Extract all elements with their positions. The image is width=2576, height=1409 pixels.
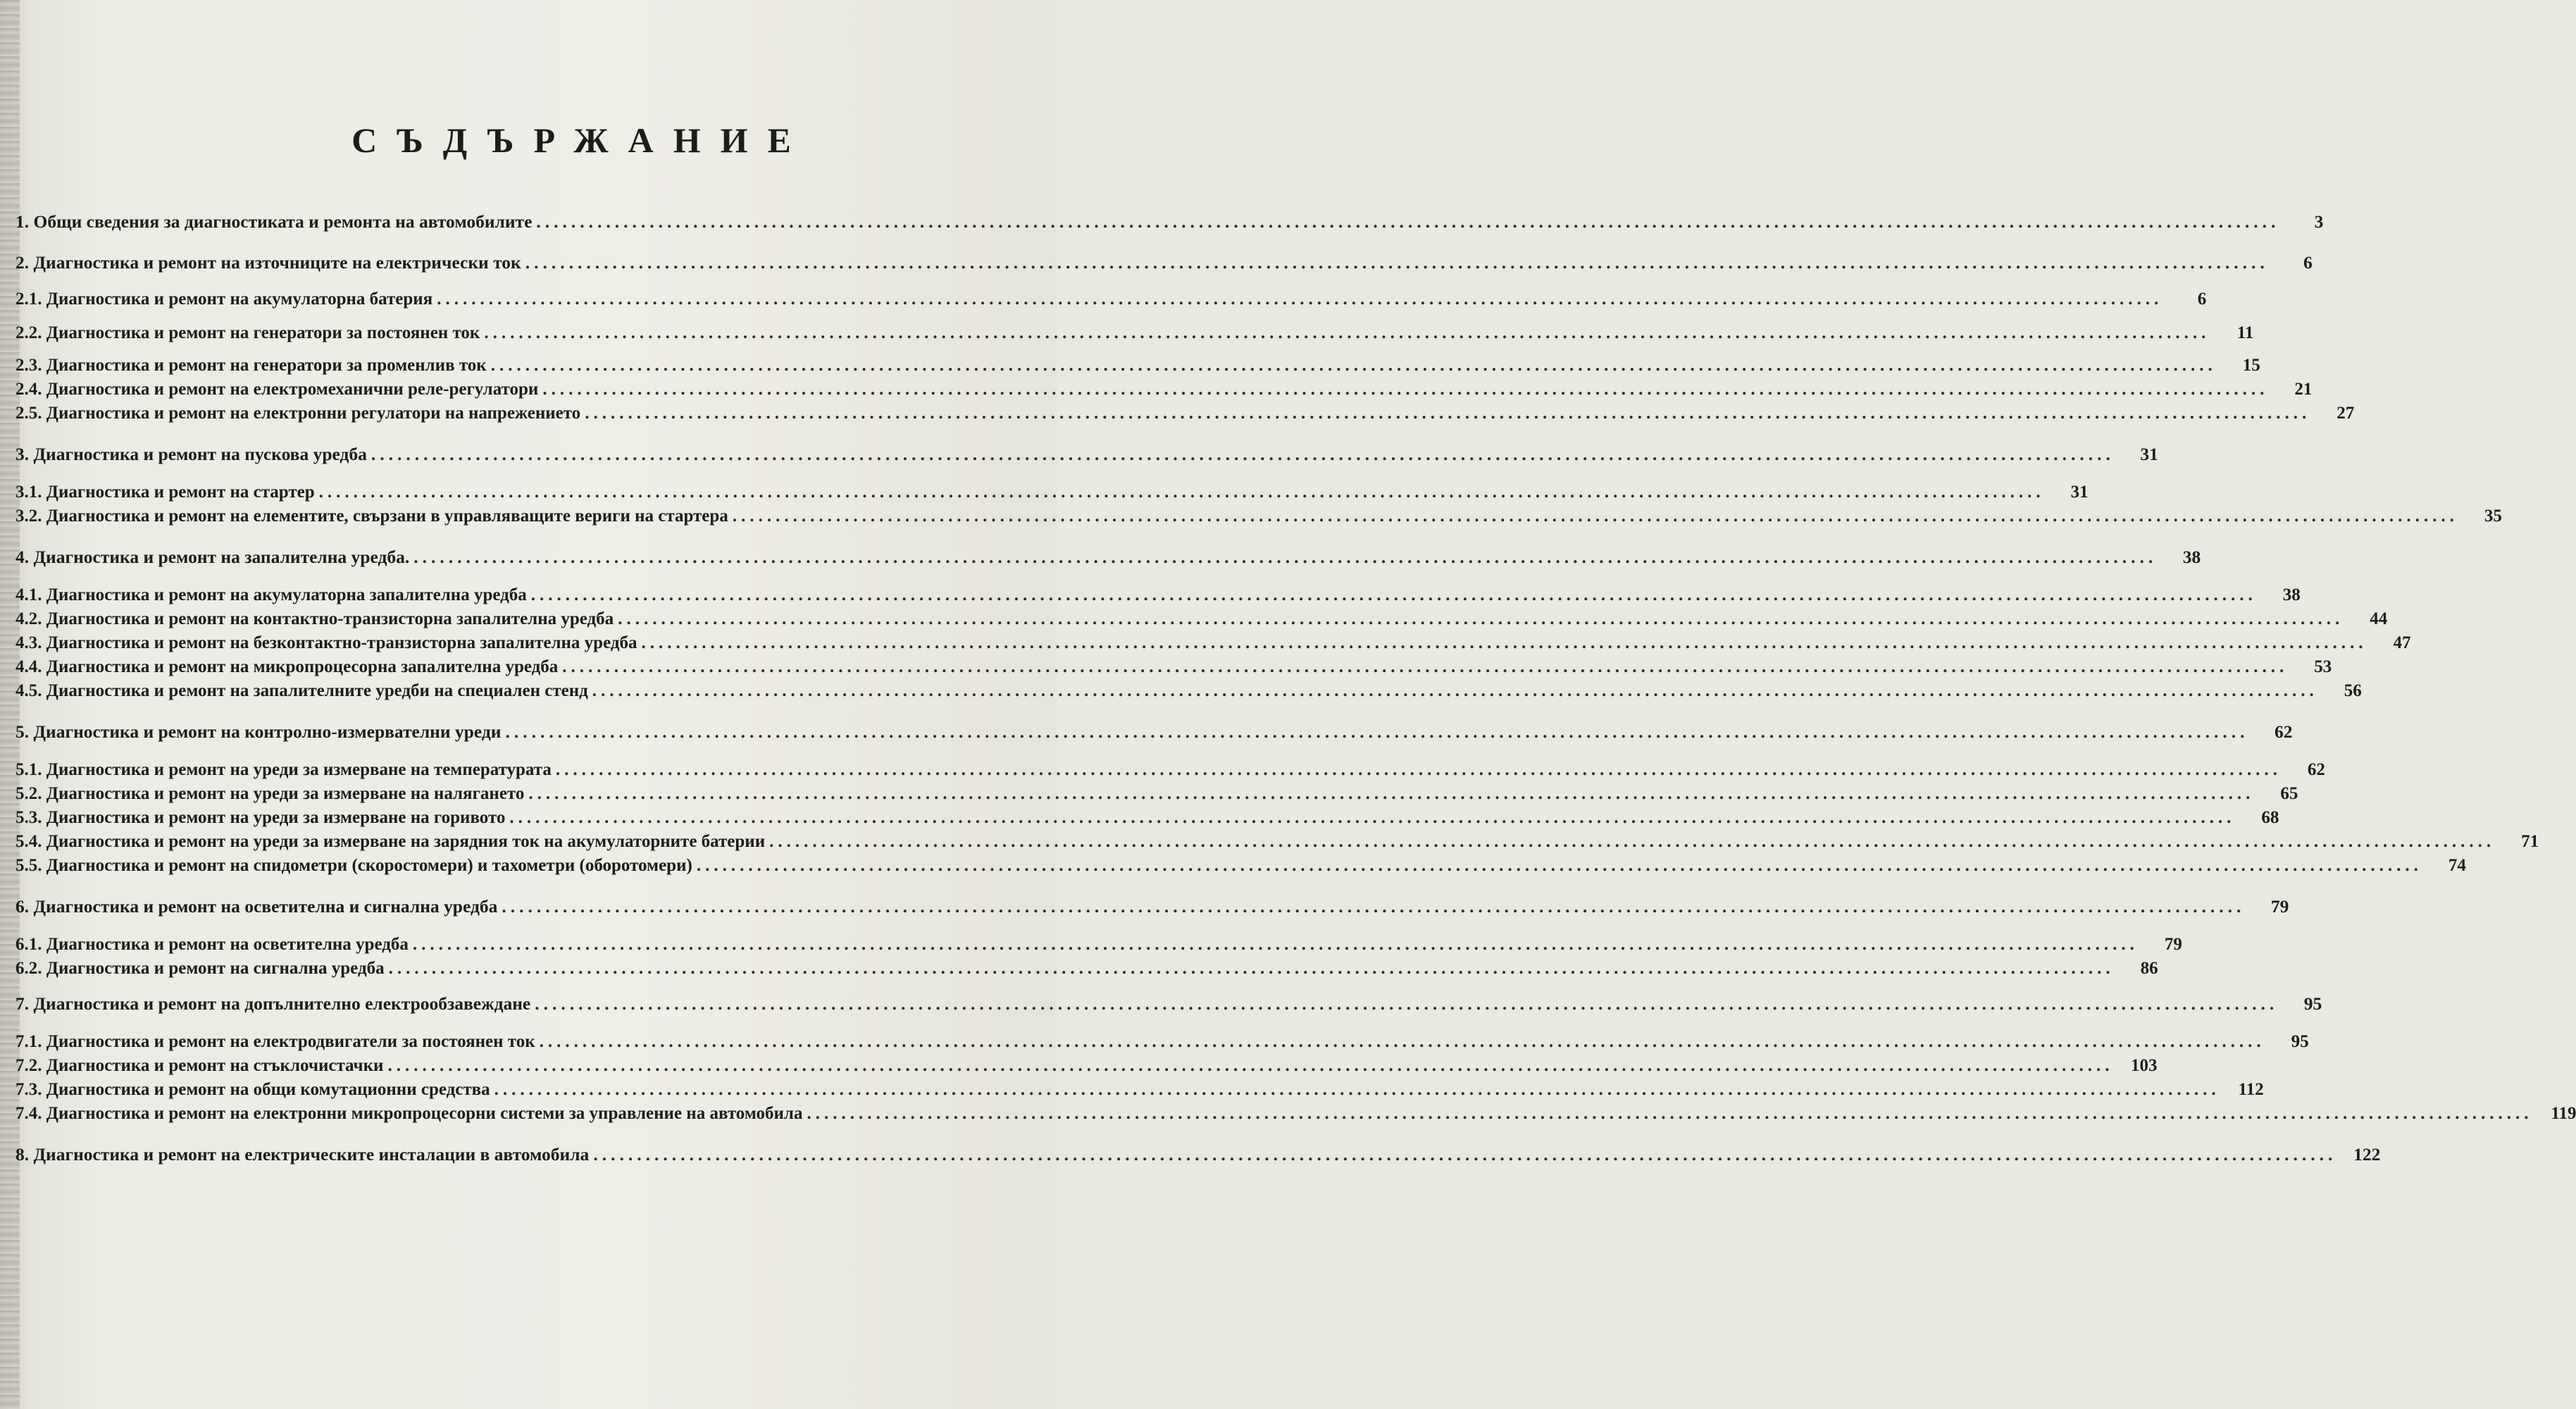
toc-entry-label: 6.1. Диагностика и ремонт на осветителна уредба [15, 935, 409, 954]
toc-entry-page: 119 [2551, 1104, 2576, 1123]
toc-entry-1 [15, 211, 2324, 232]
toc-entry-8 [15, 1144, 2381, 1165]
toc-entry-5-5 [15, 855, 2466, 876]
toc-entry-2 [15, 252, 2313, 273]
leader-dots: ........................................................................................................................................................................................................ [371, 444, 2115, 464]
leader-dots: ........................................................................................................................................................................................................ [555, 760, 2282, 779]
toc-entry-4-1 [15, 585, 2301, 606]
leader-dots: ........................................................................................................................................................................................................ [505, 721, 2249, 742]
toc-entry-label: 7. Диагностика и ремонт на допълнително електрообзавеждане [15, 993, 531, 1014]
toc-entry-page: 53 [2314, 657, 2332, 676]
toc-entry-label: 5.4. Диагностика и ремонт на уреди за измерване на зарядния ток на акумулаторните батерии [15, 832, 766, 851]
leader-dots: ........................................................................................................................................................................................................ [732, 507, 2458, 526]
leader-dots: ........................................................................................................................................................................................................ [318, 483, 2045, 502]
toc-entry-4-3 [15, 633, 2411, 654]
toc-entry-label: 2. Диагностика и ремонт на източниците на електрически ток [15, 252, 521, 273]
toc-entry-label: 8. Диагностика и ремонт на електрическите инсталации в автомобила [15, 1144, 590, 1165]
toc-entry-label: 7.3. Диагностика и ремонт на общи комутационни средства [15, 1080, 490, 1099]
toc-entry-2-3 [15, 355, 2260, 376]
toc-entry-label: 3.1. Диагностика и ремонт на стартер [15, 483, 315, 502]
leader-dots: ........................................................................................................................................................................................................ [592, 681, 2318, 700]
leader-dots: ........................................................................................................................................................................................................ [494, 1080, 2220, 1099]
toc-entry-page: 44 [2370, 609, 2388, 628]
leader-dots: ........................................................................................................................................................................................................ [593, 1144, 2337, 1165]
toc-entry-page: 112 [2238, 1080, 2264, 1099]
toc-entry-page: 47 [2393, 633, 2411, 652]
toc-entry-3-2 [15, 506, 2502, 527]
toc-entry-label: 1. Общи сведения за диагностиката и ремонта на автомобилите [15, 211, 533, 232]
toc-entry-page: 15 [2242, 356, 2260, 375]
toc-entry-3 [15, 444, 2158, 465]
toc-entry-page: 6 [2303, 252, 2313, 273]
toc-entry-label: 6. Диагностика и ремонт на осветителна и сигнална уредба [15, 896, 498, 917]
toc-entry-page: 95 [2291, 1032, 2309, 1051]
toc-entry-6-1 [15, 934, 2182, 955]
toc-entry-6 [15, 896, 2289, 917]
leader-dots: ........................................................................................................................................................................................................ [530, 585, 2257, 604]
toc-entry-4-2 [15, 609, 2388, 630]
toc-entry-page: 71 [2521, 832, 2539, 851]
toc-entry-2-2 [15, 323, 2254, 344]
toc-entry-label: 3. Диагностика и ремонт на пускова уредба [15, 444, 367, 464]
toc-entry-7-2 [15, 1055, 2158, 1076]
toc-entry-label: 2.5. Диагностика и ремонт на електронни регулатори на напрежението [15, 404, 581, 423]
toc-entry-2-5 [15, 403, 2355, 424]
toc-entry-7-3 [15, 1079, 2264, 1100]
toc-entry-label: 4.3. Диагностика и ремонт на безконтактно-транзисторна запалителна уредба [15, 633, 637, 652]
leader-dots: ........................................................................................................................................................................................................ [536, 211, 2280, 232]
toc-entry-page: 31 [2070, 483, 2089, 502]
toc-entry-page: 86 [2140, 959, 2158, 978]
toc-entry-page: 65 [2280, 784, 2298, 803]
toc-entry-label: 2.1. Диагностика и ремонт на акумулаторна батерия [15, 290, 433, 309]
toc-entry-page: 74 [2448, 856, 2466, 875]
toc-entry-label: 2.3. Диагностика и ремонт на генератори за променлив ток [15, 356, 487, 375]
toc-entry-5-2 [15, 783, 2298, 805]
toc-entry-page: 35 [2484, 507, 2502, 526]
toc-entry-page: 11 [2236, 323, 2254, 342]
leader-dots: ........................................................................................................................................................................................................ [490, 356, 2217, 375]
leader-dots: ........................................................................................................................................................................................................ [412, 935, 2139, 954]
toc-entry-5-4 [15, 831, 2539, 852]
toc-entry-label: 7.4. Диагностика и ремонт на електронни микропроцесорни системи за управление на автомобила [15, 1104, 803, 1123]
leader-dots: ........................................................................................................................................................................................................ [539, 1032, 2265, 1051]
leader-dots: ........................................................................................................................................................................................................ [562, 657, 2289, 676]
toc-entry-label: 5.3. Диагностика и ремонт на уреди за измерване на горивото [15, 808, 506, 827]
page-title: СЪДЪРЖАНИЕ [351, 120, 811, 160]
toc-entry-page: 38 [2182, 547, 2201, 567]
leader-dots: ........................................................................................................................................................................................................ [696, 856, 2422, 875]
leader-dots: ........................................................................................................................................................................................................ [585, 404, 2311, 423]
toc-entry-page: 103 [2130, 1056, 2158, 1075]
leader-dots: ........................................................................................................................................................................................................ [528, 784, 2255, 803]
toc-entry-5-1 [15, 759, 2325, 781]
toc-entry-label: 5.5. Диагностика и ремонт на спидометри (скоростомери) и тахометри (оборотомери) [15, 856, 692, 875]
toc-entry-label: 5. Диагностика и ремонт на контролно-измервателни уреди [15, 721, 502, 742]
toc-entry-7 [15, 993, 2322, 1014]
toc-entry-label: 3.2. Диагностика и ремонт на елементите, свързани в управляващите вериги на стартера [15, 507, 728, 526]
leader-dots: ........................................................................................................................................................................................................ [388, 959, 2115, 978]
toc-entry-label: 4.1. Диагностика и ремонт на акумулаторна запалителна уредба [15, 585, 527, 604]
toc-entry-label: 2.4. Диагностика и ремонт на електромеханични реле-регулатори [15, 380, 539, 399]
toc-entry-page: 3 [2314, 211, 2324, 232]
toc-entry-7-1 [15, 1031, 2309, 1053]
toc-entry-page: 62 [2307, 760, 2325, 779]
toc-entry-page: 6 [2197, 290, 2207, 309]
toc-entry-3-1 [15, 482, 2089, 503]
toc-entry-page: 62 [2274, 721, 2293, 742]
toc-entry-5-3 [15, 807, 2279, 828]
toc-entry-page: 68 [2261, 808, 2279, 827]
toc-entry-label: 4. Диагностика и ремонт на запалителна уредба. [15, 547, 410, 567]
toc-entry-2-4 [15, 379, 2313, 400]
toc-entry-page: 27 [2337, 404, 2355, 423]
leader-dots: ........................................................................................................................................................................................................ [502, 896, 2246, 917]
toc-entry-page: 95 [2303, 993, 2322, 1014]
toc-entry-4-4 [15, 657, 2332, 678]
toc-entry-label: 4.5. Диагностика и ремонт на запалителните уредби на специален стенд [15, 681, 588, 700]
leader-dots: ........................................................................................................................................................................................................ [413, 547, 2158, 567]
leader-dots: ........................................................................................................................................................................................................ [618, 609, 2344, 628]
toc-entry-label: 7.1. Диагностика и ремонт на електродвигатели за постоянен ток [15, 1032, 535, 1051]
toc-entry-label: 6.2. Диагностика и ремонт на сигнална уредба [15, 959, 385, 978]
leader-dots: ........................................................................................................................................................................................................ [769, 832, 2496, 851]
toc-entry-label: 4.4. Диагностика и ремонт на микропроцесорна запалителна уредба [15, 657, 559, 676]
toc-entry-page: 122 [2353, 1144, 2381, 1165]
toc-entry-label: 2.2. Диагностика и ремонт на генератори за постоянен ток [15, 323, 480, 342]
toc-entry-2-1 [15, 289, 2207, 310]
toc-entry-page: 56 [2344, 681, 2362, 700]
toc-entry-label: 5.2. Диагностика и ремонт на уреди за измерване на налягането [15, 784, 525, 803]
leader-dots: ........................................................................................................................................................................................................ [509, 808, 2236, 827]
toc-entry-label: 7.2. Диагностика и ремонт на стъклочистачки [15, 1056, 384, 1075]
toc-entry-7-4 [15, 1103, 2576, 1124]
toc-entry-page: 79 [2164, 935, 2182, 954]
toc-entry-page: 31 [2140, 444, 2158, 464]
leader-dots: ........................................................................................................................................................................................................ [484, 323, 2210, 342]
leader-dots: ........................................................................................................................................................................................................ [437, 290, 2163, 309]
leader-dots: ........................................................................................................................................................................................................ [535, 993, 2279, 1014]
toc-entry-page: 21 [2294, 380, 2313, 399]
toc-entry-6-2 [15, 958, 2158, 979]
leader-dots: ........................................................................................................................................................................................................ [387, 1056, 2114, 1075]
leader-dots: ........................................................................................................................................................................................................ [542, 380, 2269, 399]
toc-entry-page: 79 [2270, 896, 2289, 917]
leader-dots: ........................................................................................................................................................................................................ [525, 252, 2269, 273]
toc-entry-5 [15, 721, 2293, 743]
toc-entry-label: 5.1. Диагностика и ремонт на уреди за измерване на температурата [15, 760, 552, 779]
toc-entry-label: 4.2. Диагностика и ремонт на контактно-транзисторна запалителна уредба [15, 609, 614, 628]
toc-entry-4-5 [15, 681, 2362, 702]
toc-entry-page: 38 [2282, 585, 2301, 604]
leader-dots: ........................................................................................................................................................................................................ [807, 1104, 2533, 1123]
toc-entry-4 [15, 547, 2201, 568]
leader-dots: ........................................................................................................................................................................................................ [641, 633, 2367, 652]
